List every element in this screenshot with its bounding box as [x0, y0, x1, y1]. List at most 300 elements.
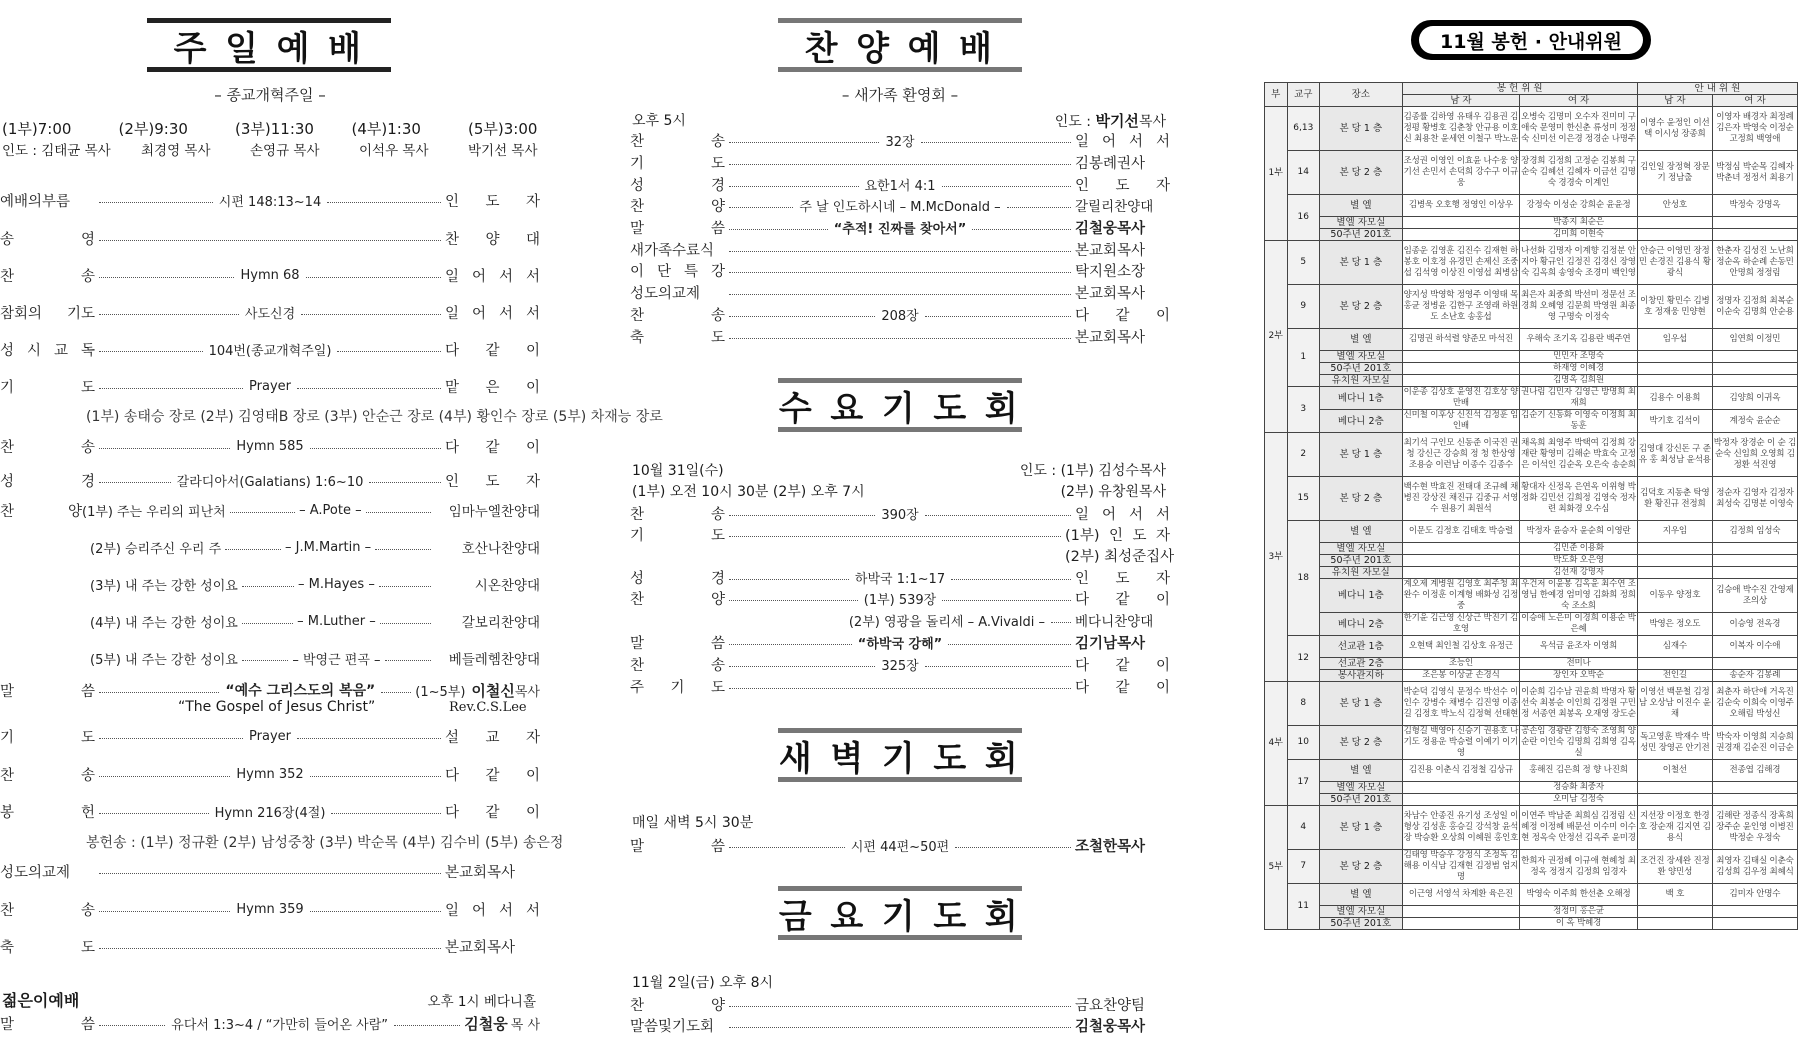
- roster-row: [1265, 782, 1798, 794]
- roster-row: [1265, 726, 1798, 760]
- roster-names: 박정자 윤승자 윤순희 이영란: [1520, 521, 1638, 543]
- anthem-item: 찬 양 (1부) 주는 우리의 피난처 – A.Pote – 임마누엘찬양대: [0, 502, 540, 520]
- roster-names: [1402, 363, 1520, 375]
- order-item: 성도의교제 본교회목사: [0, 864, 516, 881]
- roster-names: 신미철 이후상 신진석 김정훈 임인배: [1403, 410, 1519, 431]
- roster-row: [1265, 555, 1798, 567]
- roster-place: 별 엘: [1320, 521, 1403, 543]
- roster-place: 별엘 자모실: [1320, 351, 1403, 363]
- roster-names: 최영자 김태실 이춘숙 김성희 김우정 최혜식: [1712, 850, 1797, 884]
- roster-names: 김종률 김하영 유태우 김용권 김정평 황병호 김춘창 안규용 이호신 최용찬 윤세연 이철구 박노운: [1402, 107, 1520, 151]
- header-offering: 봉 헌 위 원: [1402, 83, 1637, 95]
- roster-names: 계정숙 윤순순: [1712, 410, 1797, 433]
- roster-place: 별엘 자모실: [1320, 217, 1403, 229]
- roster-district: 18: [1287, 521, 1320, 636]
- roster-place: 별 엘: [1320, 329, 1403, 351]
- anthem-item: (5부) 내 주는 강한 성이요 – 박영근 편곡 – 베들레헴찬양대: [90, 652, 541, 668]
- roster-district: 2: [1287, 433, 1320, 477]
- sunday-service-heading: [147, 18, 391, 72]
- sermon-title-en: “The Gospel of Jesus Christ”: [178, 699, 376, 715]
- roster-names: 최기석 구인모 신동준 이국진 권 청 강신근 강승희 정 청 한상영 조용승 이런남 이종수 김종수: [1402, 433, 1520, 477]
- friday-date: 11월 2일(금) 오후 8시: [632, 975, 774, 991]
- roster-names: 김형길 백영아 신승기 권용호 나기도 정용운 박승렬 이예기 이기영: [1403, 726, 1519, 758]
- roster-names: 이영자 배경자 최정례 김은자 박영숙 이정순 고정희 백영애: [1712, 107, 1797, 151]
- roster-place: 본 당 2 층: [1320, 477, 1403, 521]
- roster-row: [1265, 850, 1798, 884]
- order-item: 봉 헌 Hymn 216장(4절) 다 같 이: [0, 804, 541, 821]
- roster-names: 김선재 강명자: [1520, 567, 1638, 579]
- order-item: 예배의부름 시편 148:13~14 인 도 자: [0, 193, 541, 210]
- roster-place: 별엘 자모실: [1320, 906, 1403, 918]
- roster-row: [1265, 410, 1798, 433]
- roster-names: [1637, 375, 1712, 387]
- service-leaders: [2, 139, 540, 159]
- roster-row: [1265, 363, 1798, 375]
- roster-names: 박정숙 강명옥: [1712, 195, 1797, 217]
- roster-names: 이영수 윤정인 이선택 이시성 장종희: [1637, 107, 1712, 151]
- order-item: 찬 송 325장 다 같 이: [630, 657, 1170, 674]
- roster-names: 나선화 김명자 이계향 김정분 안지아 황규인 김정진 김경신 장영숙 김옥희 송영숙 조경미 백인영: [1520, 241, 1638, 285]
- service-time: (5부)3:00: [468, 120, 538, 138]
- roster-row: [1265, 329, 1798, 351]
- roster-names: 김인일 장정혁 장문기 정남출: [1637, 151, 1712, 195]
- wednesday-date: 10월 31일(수): [632, 463, 724, 479]
- roster-names: 김미자 안명수: [1712, 884, 1797, 906]
- roster-place: 50주년 201호: [1320, 918, 1403, 930]
- roster-names: 우해숙 조기옥 김용란 백주연: [1520, 329, 1638, 351]
- header-guide: 안 내 위 원: [1637, 83, 1797, 95]
- roster-row: [1265, 351, 1798, 363]
- header-place: 장소: [1320, 83, 1403, 107]
- roster-names: [1637, 363, 1712, 375]
- roster-names: 이창민 황민수 김병호 정재웅 민양현: [1637, 285, 1712, 329]
- roster-names: 오현택 최인철 김상호 유정근: [1402, 636, 1520, 658]
- roster-names: 장경희 김정희 고정순 김봉희 구순숙 김혜선 김혜자 이금선 김명숙 경경숙 이계인: [1520, 151, 1638, 195]
- roster-names: [1402, 782, 1520, 794]
- roster-row: [1265, 217, 1798, 229]
- roster-names: 김정희 임성숙: [1712, 521, 1797, 543]
- order-item: 새가족수료식 본교회목사: [630, 242, 1146, 259]
- roster-names: 전미나: [1520, 658, 1638, 670]
- roster-names: [1637, 794, 1712, 806]
- order-item: 찬 양 금요찬양팀: [630, 997, 1146, 1014]
- praise-service-title: 찬 양 예 배: [804, 28, 996, 69]
- roster-names: 박도화 오은영: [1520, 555, 1638, 567]
- roster-names: 최은자 최중희 박선미 정문선 조경희 오혜영 김문희 박영원 최종영 구명숙 이정숙: [1520, 285, 1638, 329]
- roster-row: [1265, 567, 1798, 579]
- roster-names: 이운종 김상호 윤영진 김호상 양만배: [1403, 387, 1519, 408]
- roster-names: [1712, 217, 1797, 229]
- praise-service-heading: [778, 18, 1022, 72]
- roster-names: 조능인: [1402, 658, 1520, 670]
- service-times: [2, 118, 540, 139]
- service-time: (3부)11:30: [235, 120, 314, 138]
- roster-row: [1265, 151, 1798, 195]
- roster-place: 별엘 자모실: [1320, 782, 1403, 794]
- roster-names: [1712, 918, 1797, 930]
- roster-names: 이복자 이수애: [1712, 636, 1797, 658]
- roster-names: [1402, 351, 1520, 363]
- roster-names: 채옥희 최영주 박택여 김정희 강재란 황영미 김해순 박효숙 고정은 이석인 김순옥 오은숙 송순희: [1520, 433, 1638, 477]
- roster-names: 정명자 김정희 최복순 이순숙 김명희 안순용: [1712, 285, 1797, 329]
- order-item: (2부) 최성준집사: [1065, 548, 1175, 565]
- roster-names: 지우임: [1637, 521, 1712, 543]
- order-item: 찬 송 Hymn 68 일 어 서 서: [0, 267, 541, 285]
- order-item: 찬 송 Hymn 359 일 어 서 서: [0, 901, 541, 919]
- weekday-services-column: [630, 0, 1175, 1038]
- roster-names: [1637, 658, 1712, 670]
- roster-names: 심재수: [1637, 636, 1712, 658]
- roster-names: [1637, 217, 1712, 229]
- roster-names: 지선장 이정호 한경호 장순재 김지연 김용식: [1637, 806, 1712, 850]
- roster-place: 50주년 201호: [1320, 555, 1403, 567]
- roster-row: [1265, 285, 1798, 329]
- roster-place: 베다니 1층: [1320, 387, 1403, 410]
- order-item: 성 경 갈라디아서(Galatians) 1:6~10 인 도 자: [0, 473, 541, 490]
- roster-names: 권나림 김민자 김영근 방명희 최재희: [1521, 387, 1636, 408]
- roster-place: 50주년 201호: [1320, 363, 1403, 375]
- roster-place: 본 당 2 층: [1320, 285, 1403, 329]
- roster-names: 김승애 박수진 간영제 조의상: [1712, 579, 1797, 613]
- roster-names: [1402, 375, 1520, 387]
- roster-names: [1712, 906, 1797, 918]
- roster-names: 박종지 최순은: [1520, 217, 1638, 229]
- service-leader: 이석우 목사: [359, 143, 429, 159]
- roster-names: 김덕호 지동춘 탁영환 황진규 전정희: [1637, 477, 1712, 521]
- order-item: 축 도 본교회목사: [0, 939, 516, 956]
- roster-names: [1637, 351, 1712, 363]
- roster-names: 박숙자 이영희 지승희 권경재 김순진 이금순: [1712, 726, 1797, 760]
- roster-names: 오미남 김정숙: [1520, 794, 1638, 806]
- roster-row: [1265, 433, 1798, 477]
- roster-names: 김영대 강신돈 구 준 유 홍 최성남 윤석용: [1637, 433, 1712, 477]
- roster-row: [1265, 806, 1798, 850]
- praise-leader: 인도 : 박기선목사: [1054, 112, 1166, 130]
- praise-subtitle: – 새가족 환영회 –: [841, 86, 959, 104]
- header-offering-male: 남 자: [1402, 95, 1520, 107]
- roster-names: 박기호 김석이: [1637, 410, 1712, 433]
- order-item: 성도의교제 본교회목사: [630, 285, 1146, 302]
- roster-names: 한춘자 김성진 노난희 정순옥 하순례 손동민 안명희 정정림: [1712, 241, 1797, 285]
- roster-names: 조은봉 이상균 손경식: [1402, 670, 1520, 682]
- roster-names: 임우섭: [1637, 329, 1712, 351]
- order-item: 말 씀 “추적! 진짜를 찾아서” 김철웅목사: [630, 220, 1146, 237]
- roster-row: [1265, 918, 1798, 930]
- roster-names: [1712, 555, 1797, 567]
- wednesday-leader-2: (2부) 유창원목사: [1060, 484, 1166, 500]
- roster-district: 16: [1287, 195, 1320, 241]
- roster-row: [1265, 195, 1798, 217]
- header-part: 부: [1265, 83, 1288, 107]
- roster-place: 별 엘: [1320, 760, 1403, 782]
- roster-names: 공손임 경광란 김향숙 조영희 양순란 이인숙 김명희 김희영 김옥실: [1521, 726, 1636, 758]
- roster-names: 조성권 이영인 이효윤 나수웅 양기선 손민서 손덕희 강수구 이규웅: [1402, 151, 1520, 195]
- roster-names: [1402, 543, 1520, 555]
- roster-names: 백수현 박효진 전태대 조규혜 채병진 강상진 채진규 김중규 서영수 원용기 최원석: [1402, 477, 1520, 521]
- anthem-item: (2부) 승리주신 우리 주 – J.M.Martin – 호산나찬양대: [90, 539, 540, 557]
- roster-district: 12: [1287, 636, 1320, 682]
- roster-place: 별엘 자모실: [1320, 543, 1403, 555]
- roster-names: [1637, 229, 1712, 241]
- service-time: (1부)7:00: [2, 120, 72, 138]
- roster-part: 3부: [1265, 433, 1288, 682]
- order-item: 찬 송 Hymn 585 다 같 이: [0, 438, 541, 456]
- order-item: 이 단 특 강 탁지원소장: [630, 263, 1146, 280]
- order-item: 축 도 본교회목사: [630, 329, 1146, 346]
- roster-names: 독고영훈 박재수 박성민 장영곤 안기전: [1637, 726, 1712, 760]
- roster-place: 유치원 자모실: [1320, 375, 1403, 387]
- roster-place: 본 당 1 층: [1320, 806, 1403, 850]
- order-item: 찬 양 주 날 인도하시네 – M.McDonald – 갈릴리찬양대: [630, 198, 1154, 215]
- roster-names: [1402, 918, 1520, 930]
- preacher-en: Rev.C.S.Lee: [449, 700, 527, 715]
- order-item: 성 경 하박국 1:1~17 인 도 자: [630, 570, 1171, 587]
- roster-names: [1637, 543, 1712, 555]
- roster-names: 최춘자 하단애 거옥진 김순숙 이희숙 이영주 오해림 박성신: [1712, 682, 1797, 726]
- roster-names: [1712, 782, 1797, 794]
- roster-names: 송순자 김봉례: [1712, 670, 1797, 682]
- roster-district: 1: [1287, 329, 1320, 387]
- roster-names: 이순희 김수남 권윤희 박명자 황선숙 최봉순 이인희 김정원 구민정 서종연 최봉옥 오재영 장도순: [1520, 682, 1638, 726]
- roster-names: 정승화 최중자: [1520, 782, 1638, 794]
- roster-names: 오병숙 김명미 오수자 진미미 구애숙 문영미 한신춘 류성미 정정숙 신미선 이은경 정경순 나명주: [1520, 107, 1638, 151]
- roster-place: 봉사관지하: [1320, 670, 1403, 682]
- offering-note: 봉헌송 : (1부) 정규환 (2부) 남성중창 (3부) 박순목 (4부) 김수비 (5부) 송은정: [86, 835, 564, 851]
- roster-names: 이근영 서영석 차계환 육은진: [1402, 884, 1520, 906]
- order-item: 참회의 기도 사도신경 일 어 서 서: [0, 305, 541, 322]
- roster-district: 11: [1287, 884, 1320, 930]
- praise-time: 오후 5시: [632, 113, 686, 129]
- roster-names: 장인자 오박순: [1520, 670, 1638, 682]
- roster-row: [1265, 636, 1798, 658]
- roster-district: 8: [1287, 682, 1320, 726]
- roster-names: 계오제 계병원 김영호 최주청 최완수 이정훈 이계형 배화성 김정중: [1403, 579, 1519, 611]
- roster-names: 김미희 이현숙: [1520, 229, 1638, 241]
- roster-names: 옥석금 윤조자 이영희: [1520, 636, 1638, 658]
- roster-names: [1402, 906, 1520, 918]
- roster-names: [1712, 658, 1797, 670]
- roster-names: 민민자 조명숙: [1520, 351, 1638, 363]
- roster-place: 선교관 1층: [1320, 636, 1403, 658]
- roster-table: [1264, 82, 1798, 930]
- roster-names: [1402, 229, 1520, 241]
- roster-names: 이승애 노은미 이경희 이용순 박은혜: [1521, 613, 1636, 634]
- dawn-prayer-title: 새 벽 기 도 회: [778, 738, 1022, 779]
- order-item: 기 도 Prayer 설 교 자: [0, 728, 540, 746]
- roster-names: 이연주 박남준 최희심 김정림 신혜정 이정혜 배문선 이수미 이수현 정옥숙 안정선 김옥주 윤미경: [1520, 806, 1638, 850]
- wednesday-leader-1: 인도 : (1부) 김성수목사: [1019, 463, 1166, 479]
- roster-header-row: [1265, 83, 1798, 95]
- roster-names: 이철선: [1637, 760, 1712, 782]
- roster-district: 10: [1287, 726, 1320, 760]
- roster-names: 조건진 장세완 진정환 양민성: [1637, 850, 1712, 884]
- roster-place: 본 당 1 층: [1320, 433, 1403, 477]
- roster-names: [1712, 229, 1797, 241]
- roster-names: [1402, 555, 1520, 567]
- roster-names: 임종운 김영훈 김진수 김재현 하봉호 이호정 유경민 손제신 조중섭 김석영 이상진 이영섭 최병삼: [1402, 241, 1520, 285]
- service-leader: 손영규 목사: [250, 143, 320, 159]
- header-district: 교구: [1287, 83, 1320, 107]
- roster-names: 김용수 이용희: [1637, 387, 1712, 410]
- friday-prayer-title: 금 요 기 도 회: [778, 896, 1022, 937]
- anthem-item: (4부) 내 주는 강한 성이요 – M.Luther – 갈보리찬양대: [90, 613, 540, 631]
- roster-names: [1637, 567, 1712, 579]
- roster-names: [1712, 794, 1797, 806]
- roster-names: 하재영 이혜경: [1520, 363, 1638, 375]
- roster-names: [1712, 351, 1797, 363]
- roster-place: 50주년 201호: [1320, 229, 1403, 241]
- order-item: 기 도 (1부) 인 도 자: [630, 527, 1170, 544]
- service-leader: 박기선 목사: [468, 143, 538, 159]
- prayer-note: (1부) 송태승 장로 (2부) 김영태B 장로 (3부) 안순근 장로 (4부) 황인수 장로 (5부) 차재능 장로: [86, 409, 663, 425]
- roster-names: 홍해진 김은희 정 향 나진희: [1520, 760, 1638, 782]
- order-item: 찬 양 (1부) 539장 다 같 이: [630, 591, 1171, 608]
- roster-names: 박정자 장경순 이 순 김순숙 신임희 오영희 김정환 석진영: [1712, 433, 1797, 477]
- roster-names: 차남수 안종진 유기성 조성일 이형상 김성훈 홍승길 강석창 윤석장 박승환 오상희 이혜원 홍인호: [1402, 806, 1520, 850]
- roster-names: 전인길: [1637, 670, 1712, 682]
- roster-names: 정정미 홍은균: [1520, 906, 1638, 918]
- header-offering-female: 여 자: [1520, 95, 1638, 107]
- roster-names: 김명권 하석렬 양준모 마석진: [1402, 329, 1520, 351]
- sermon-item: 말 씀 “예수 그리스도의 복음” (1~5부) 이철신 목사: [0, 681, 540, 700]
- roster-names: [1712, 567, 1797, 579]
- roster-names: 전종엽 김해경: [1712, 760, 1797, 782]
- order-item: 말 씀 “하박국 강해” 김기남목사: [630, 635, 1146, 652]
- roster-names: [1712, 543, 1797, 555]
- order-item: 찬 송 32장 일 어 서 서: [630, 133, 1171, 150]
- roster-district: 3: [1287, 387, 1320, 433]
- wednesday-times: (1부) 오전 10시 30분 (2부) 오후 7시: [632, 484, 865, 500]
- roster-district: 7: [1287, 850, 1320, 884]
- roster-names: 김해란 정종식 장혹희 장주순 윤인영 이병진 박정순 우정숙: [1712, 806, 1797, 850]
- roster-row: [1265, 579, 1798, 613]
- roster-place: 선교관 2층: [1320, 658, 1403, 670]
- roster-names: 안승근 이영민 장정민 손경진 김용식 황광식: [1637, 241, 1712, 285]
- roster-names: [1637, 782, 1712, 794]
- roster-names: [1402, 794, 1520, 806]
- roster-title-badge: [1411, 20, 1651, 60]
- roster-names: 이영선 백문철 김정남 오상남 이진수 윤채: [1637, 682, 1712, 726]
- roster-names: 김명옥 김희원: [1520, 375, 1638, 387]
- roster-row: [1265, 613, 1798, 636]
- youth-time: 오후 1시 베다니홀: [427, 994, 536, 1010]
- service-time: (2부)9:30: [118, 120, 188, 138]
- wednesday-prayer-title: 수 요 기 도 회: [778, 388, 1022, 429]
- roster-part: 5부: [1265, 806, 1288, 930]
- roster-place: 본 당 2 층: [1320, 726, 1403, 760]
- service-leader: 인도 : 김태균 목사: [2, 143, 111, 159]
- roster-place: 베다니 2층: [1320, 410, 1403, 433]
- order-item: (2부) 영광을 돌리세 – A.Vivaldi – 베다니찬양대: [848, 614, 1154, 630]
- roster-names: 황대자 신정옥 은연옥 이위형 박정화 김민선 김희정 김영숙 정자련 최화경 오수심: [1520, 477, 1638, 521]
- roster-names: 박순덕 김영식 문정수 박선수 이인수 강병수 채병수 김진영 이종길 김정호 박노식 김정혁 선태현: [1402, 682, 1520, 726]
- wednesday-prayer-heading: [778, 378, 1022, 432]
- order-item: 주 기 도 다 같 이: [630, 679, 1170, 696]
- roster-names: 김태영 박승우 강정식 조정독 김해용 이식남 김재현 김정범 엄지명: [1403, 850, 1519, 882]
- service-leader: 최경영 목사: [141, 143, 211, 159]
- order-item: 성 경 요한1서 4:1 인 도 자: [630, 177, 1170, 194]
- youth-title: 젊은이예배: [2, 991, 80, 1010]
- roster-row: [1265, 241, 1798, 285]
- roster-row: [1265, 906, 1798, 918]
- roster-district: 15: [1287, 477, 1320, 521]
- roster-district: 17: [1287, 760, 1320, 806]
- roster-district: 9: [1287, 285, 1320, 329]
- roster-names: [1637, 918, 1712, 930]
- roster-place: 유치원 자모실: [1320, 567, 1403, 579]
- roster-names: 백 호: [1637, 884, 1712, 906]
- friday-prayer-heading: [778, 886, 1022, 940]
- roster-place: 본 당 2 층: [1320, 151, 1403, 195]
- service-time: (4부)1:30: [351, 120, 421, 138]
- roster-row: [1265, 884, 1798, 906]
- anthem-item: (3부) 내 주는 강한 성이요 – M.Hayes – 시온찬양대: [90, 576, 540, 594]
- roster-names: [1712, 375, 1797, 387]
- roster-row: [1265, 658, 1798, 670]
- roster-place: 베다니 1층: [1320, 579, 1403, 613]
- roster-district: 14: [1287, 151, 1320, 195]
- roster-place: 50주년 201호: [1320, 794, 1403, 806]
- roster-row: [1265, 477, 1798, 521]
- roster-names: 정순자 김영자 김정자 최성숙 김명분 이영숙: [1712, 477, 1797, 521]
- roster-names: 강정숙 이성순 강희순 윤윤정: [1520, 195, 1638, 217]
- roster-row: [1265, 229, 1798, 241]
- roster-place: 별 엘: [1320, 884, 1403, 906]
- roster-names: 박정심 박순목 김혜자 박춘녀 정정서 최용기: [1712, 151, 1797, 195]
- roster-row: [1265, 794, 1798, 806]
- roster-names: 이승영 전옥경: [1712, 613, 1797, 636]
- roster-names: 김양희 이귀옥: [1712, 387, 1797, 410]
- roster-names: 이문도 김정호 김태호 박승렬: [1402, 521, 1520, 543]
- roster-names: 김민준 이용화: [1520, 543, 1638, 555]
- roster-names: [1637, 906, 1712, 918]
- roster-names: 이동우 양정호: [1637, 579, 1712, 613]
- roster-names: 이 옥 박혜경: [1520, 918, 1638, 930]
- roster-names: 우건저 이윤봉 김옥윤 최수연 조영님 한예경 엄미영 김화희 정희숙 조소희: [1521, 579, 1636, 611]
- roster-district: 4: [1287, 806, 1320, 850]
- roster-place: 본 당 1 층: [1320, 107, 1403, 151]
- roster-part: 4부: [1265, 682, 1288, 806]
- sunday-subtitle: – 종교개혁주일 –: [214, 86, 326, 104]
- dawn-sermon: 말 씀 시편 44편~50편 조철한목사: [630, 838, 1146, 855]
- roster-names: [1712, 363, 1797, 375]
- roster-names: 김순기 신동화 이영숙 이정희 최동훈: [1521, 410, 1636, 431]
- roster-place: 베다니 2층: [1320, 613, 1403, 636]
- roster-names: 김진용 이춘식 김정철 김상규: [1402, 760, 1520, 782]
- roster-row: [1265, 521, 1798, 543]
- roster-part: 1부: [1265, 107, 1288, 241]
- roster-title: 11월 봉헌 · 안내위원: [1419, 26, 1643, 54]
- youth-sermon: 말 씀 유다서 1:3~4 / “가만히 들어온 사람” 김철웅 목 사: [0, 1014, 541, 1033]
- roster-names: [1637, 555, 1712, 567]
- roster-district: 5: [1287, 241, 1320, 285]
- header-guide-male: 남 자: [1637, 95, 1712, 107]
- roster-place: 본 당 1 층: [1320, 682, 1403, 726]
- order-item: 말씀및기도회 김철웅목사: [630, 1018, 1146, 1035]
- roster-row: [1265, 107, 1798, 151]
- header-guide-female: 여 자: [1712, 95, 1797, 107]
- roster-names: [1402, 217, 1520, 229]
- roster-names: 박영은 정오도: [1637, 613, 1712, 636]
- order-item: 성 시 교 독 104번(종교개혁주일) 다 같 이: [0, 342, 540, 359]
- order-item: 찬 송 Hymn 352 다 같 이: [0, 766, 541, 784]
- roster-district: 6,13: [1287, 107, 1320, 151]
- roster-row: [1265, 543, 1798, 555]
- roster-names: 양지성 박영학 정영주 이영태 목홍균 정병윤 김한구 조영래 하원도 소난호 송홍섭: [1402, 285, 1520, 329]
- order-item: 찬 송 390장 일 어 서 서: [630, 506, 1170, 523]
- roster-names: 안성호: [1637, 195, 1712, 217]
- roster-row: [1265, 760, 1798, 782]
